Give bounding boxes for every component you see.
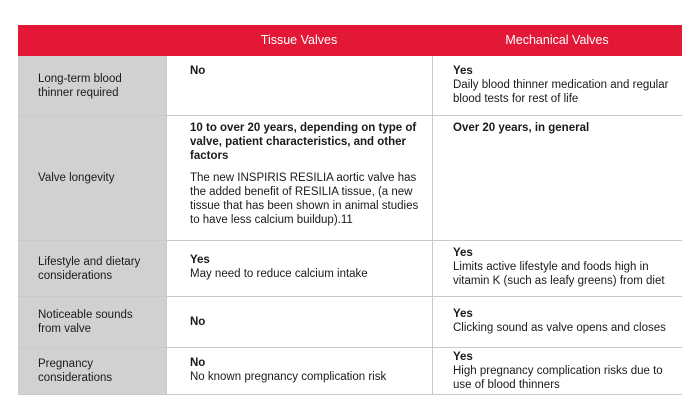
tissue-body: May need to reduce calcium intake [190,268,368,280]
table-row [18,116,682,241]
row-label [18,116,166,240]
tissue-cell [166,116,432,240]
tissue-head: No [190,65,206,77]
tissue-body: No known pregnancy complication risk [190,371,387,383]
row-label [18,56,166,115]
mechanical-body: Clicking sound as valve opens and closes [453,322,666,334]
mechanical-head: Yes [453,247,473,259]
row-label-text: Noticeable sounds from valve [38,309,133,335]
table-row [18,297,682,348]
tissue-body: The new INSPIRIS RESILIA aortic valve has the added benefit of RESILIA tissue, (a new tissue that has been shown in animal studies to have less calcium buildup).11 [190,172,419,226]
mechanical-cell [432,348,682,394]
tissue-cell [166,56,432,115]
mechanical-body: Limits active lifestyle and foods high in vitamin K (such as leafy greens) from diet [453,261,665,287]
row-label-text: Pregnancy considerations [38,358,113,384]
mechanical-cell [432,116,682,240]
mechanical-head: Yes [453,65,473,77]
tissue-head: No [190,316,206,328]
table-row [18,56,682,116]
mechanical-cell [432,297,682,347]
tissue-head: Yes [190,254,210,266]
row-label-text: Lifestyle and dietary considerations [38,255,141,282]
mechanical-cell [432,241,682,296]
mechanical-head: Over 20 years, in general [453,122,590,134]
header-mechanical-valves: Mechanical Valves [505,33,609,47]
row-label-text: Long-term blood thinner required [38,72,122,99]
tissue-head: 10 to over 20 years, depending on type of valve, patient characteristics, and other factors [190,122,417,162]
table-row [18,241,682,297]
table-row [18,348,682,395]
mechanical-head: Yes [453,351,473,363]
tissue-cell [166,348,432,394]
mechanical-body: Daily blood thinner medication and regular blood tests for rest of life [453,79,669,105]
row-label [18,241,166,296]
mechanical-head: Yes [453,308,473,320]
row-label [18,348,166,394]
mechanical-cell [432,56,682,115]
table-header [18,25,682,56]
comparison-table [18,25,682,395]
tissue-cell [166,297,432,347]
tissue-cell [166,241,432,296]
header-tissue-valves: Tissue Valves [260,33,338,47]
row-label [18,297,166,347]
tissue-head: No [190,357,206,369]
mechanical-body: High pregnancy complication risks due to use of blood thinners [453,365,663,391]
row-label-text: Valve longevity [38,172,115,184]
header-blank [18,25,166,56]
